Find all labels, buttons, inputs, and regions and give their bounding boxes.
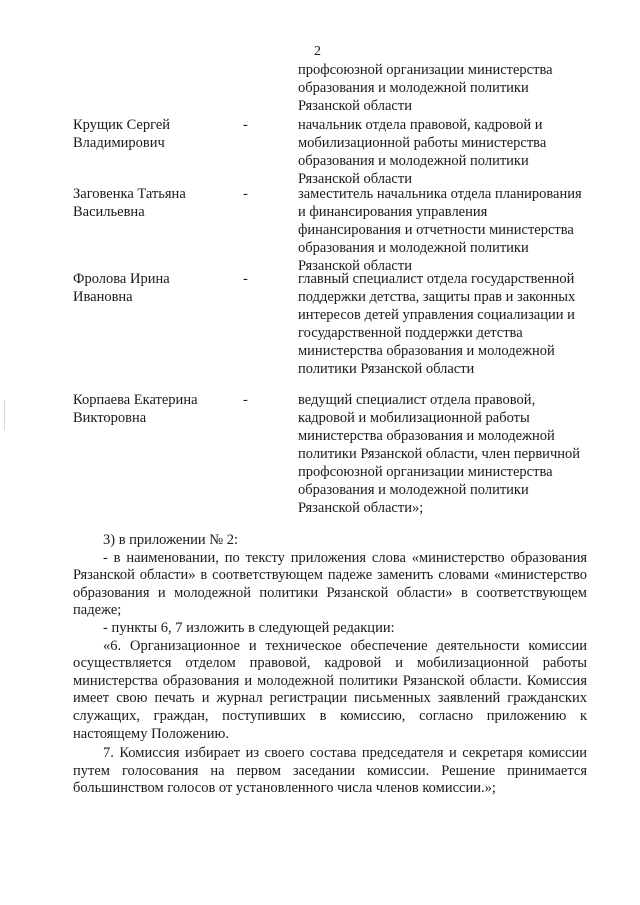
paragraph-appendix-2: 3) в приложении № 2: xyxy=(103,532,238,548)
member-name: Заговенка Татьяна Васильевна xyxy=(73,186,186,220)
member-name: Крущик Сергей Владимирович xyxy=(73,117,171,151)
paragraph-title-change: - в наименовании, по тексту приложения слова «министерство образования Рязанской области» в соответствующем падеже заменить словами «министерство образования и молодежной политики Рязанской области» в соответствующем падеже; xyxy=(73,549,587,619)
member-dash: - xyxy=(243,271,248,287)
member-name: Корпаева Екатерина Викторовна xyxy=(73,392,198,426)
member-name: Фролова Ирина Ивановна xyxy=(73,271,170,305)
member-role: начальник отдела правовой, кадровой и мобилизационной работы министерства образования и молодежной политики Рязанской области xyxy=(298,117,547,187)
member-role: главный специалист отдела государственной поддержки детства, защиты прав и законных интересов детей управления социализации и государственной поддержки детства министерства образования и молодежной политики Рязанской области xyxy=(298,271,576,377)
member-role: заместитель начальника отдела планирования и финансирования управления финансирования и отчетности министерства образования и молодежной политики Рязанской области xyxy=(298,186,582,274)
member-dash: - xyxy=(243,117,248,133)
member-role: ведущий специалист отдела правовой, кадровой и мобилизационной работы министерства образования и молодежной политики Рязанской области, член первичной профсоюзной организации министерства образования и молодежной политики Рязанской области»; xyxy=(298,392,581,516)
member-dash: - xyxy=(243,186,248,202)
paragraph-point-7: 7. Комиссия избирает из своего состава председателя и секретаря комиссии путем голосования на первом заседании комиссии. Решение принимается большинством голосов от установленного числа членов комиссии.»; xyxy=(73,745,587,797)
amendment-text xyxy=(73,532,587,798)
paragraph-point-6: «6. Организационное и техническое обеспечение деятельности комиссии осуществляется отделом правовой, кадровой и мобилизационной работы министерства образования и молодежной политики Рязанской области. Комиссия имеет свою печать и журнал регистрации письменных заявлений гражданских служащих, граждан, поступивших в комиссию, согласно приложению к настоящему Положению. xyxy=(73,637,587,742)
page-number: 2 xyxy=(314,44,321,59)
scan-edge-mark xyxy=(4,400,5,430)
paragraph-points-6-7: - пункты 6, 7 изложить в следующей редакции: xyxy=(103,619,395,636)
member-role-continuation: профсоюзной организации министерства образования и молодежной политики Рязанской области xyxy=(298,62,553,114)
member-dash: - xyxy=(243,392,248,408)
